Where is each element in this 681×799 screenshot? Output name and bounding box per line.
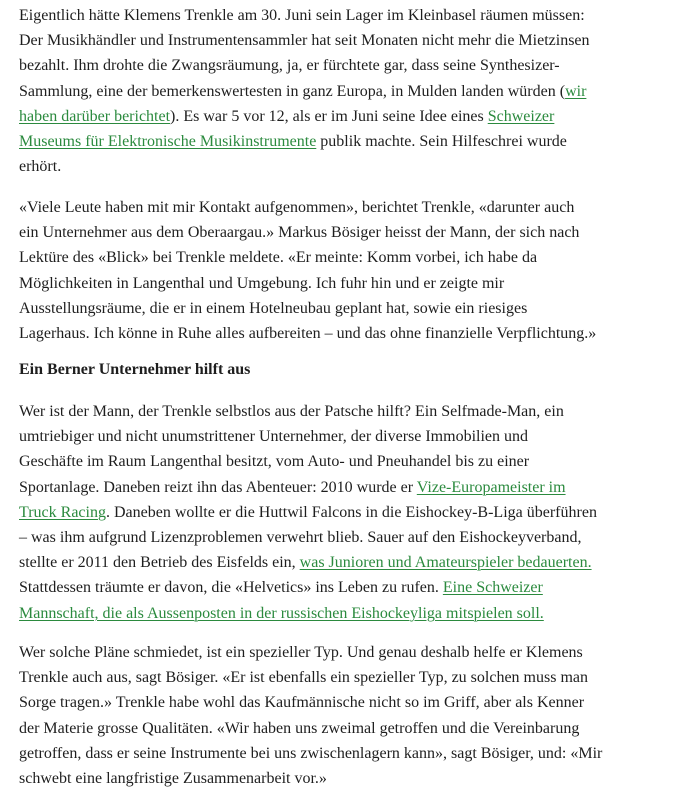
link-wir-haben-darueber-berichtet[interactable]: wir [565,82,587,100]
text-line [19,575,597,600]
text-line [19,601,597,626]
text-line: Eigentlich hätte Klemens Trenkle am 30. Juni sein Lager im Kleinbasel räumen müssen: [19,7,585,24]
paragraph-3 [19,399,597,626]
link-schweizer-museum[interactable]: Schweizer [487,107,555,125]
text-line [19,550,597,575]
section-heading: Ein Berner Unternehmer hilft aus [19,361,251,378]
text-segment: Stattdessen träumte er davon, die «Helvetics» ins Leben zu rufen. [19,579,443,597]
link-junioren-amateurspieler[interactable]: was Junioren und Amateurspieler bedauerten. [299,554,592,572]
text-line: bezahlt. Ihm drohte die Zwangsräumung, ja, er fürchtete gar, dass seine Synthesizer- [19,57,560,75]
text-line: ein Unternehmer aus dem Oberaargau.» Markus Bösiger heisst der Mann, der sich nach [19,224,580,242]
text-line: umtriebiger und nicht unumstrittener Unternehmer, der diverse Immobilien und [19,428,528,446]
text-line: Ausstellungsräume, die er in einem Hotelneubau geplant hat, sowie ein riesiges [19,299,528,317]
paragraph-2 [19,195,596,346]
text-segment: publik machte. Sein Hilfeschrei wurde [316,133,567,151]
link-vize-europameister[interactable]: Vize-Europameister im [416,478,566,496]
text-line: Möglichkeiten in Langenthal und Umgebung. Ich fuhr hin und er zeigte mir [19,274,505,292]
text-segment: stellte er 2011 den Betrieb des Eisfelds ein, [19,554,300,572]
text-line: Der Musikhändler und Instrumentensammler hat seit Monaten nicht mehr die Mietzinsen [19,32,590,50]
paragraph-1 [19,3,590,179]
text-line: schwebt eine langfristige Zusammenarbeit vor.» [19,770,327,788]
text-line: – was ihm aufgrund Lizenzproblemen verwehrt blieb. Sauer auf den Eishockeyverband, [19,529,582,547]
link-schweizer-museum-cont[interactable]: Museums für Elektronische Musikinstrumente [19,133,317,151]
text-segment: ). Es war 5 vor 12, als er im Juni seine Idee eines [170,107,488,125]
text-line: Wer ist der Mann, der Trenkle selbstlos aus der Patsche hilft? Ein Selfmade-Man, ein [19,403,564,420]
text-line [19,475,597,500]
text-line [19,129,590,154]
text-line: Sorge tragen.» Trenkle habe wohl das Kaufmännische nicht so im Griff, aber als Kenner [19,694,585,712]
text-segment: Sammlung, eine der bemerkenswertesten in ganz Europa, in Mulden landen würden ( [19,82,566,100]
text-line: Trenkle auch aus, sagt Bösiger. «Er ist ebenfalls ein spezieller Typ, zu solchen muss man [19,669,588,687]
text-line: getroffen, dass er seine Instrumente bei uns zwischenlagern kann», sagt Bösiger, und: «Mir [19,744,603,762]
link-schweizer-mannschaft-cont[interactable]: Mannschaft, die als Aussenposten in der russischen Eishockeyliga mitspielen soll. [19,604,544,622]
text-line [19,500,597,525]
link-schweizer-mannschaft[interactable]: Eine Schweizer [442,579,543,597]
text-line: Geschäfte im Raum Langenthal besitzt, vom Auto- und Pneuhandel bis zu einer [19,453,530,471]
link-vize-europameister-cont[interactable]: Truck Racing [19,503,106,521]
text-segment: Sportanlage. Daneben reizt ihn das Abenteuer: 2010 wurde er [19,478,417,496]
text-line: Lektüre des «Blick» bei Trenkle meldete. «Er meinte: Komm vorbei, ich habe da [19,249,538,267]
text-segment: . Daneben wollte er die Huttwil Falcons in die Eishockey-B-Liga überführen [105,503,597,521]
text-line: erhört. [19,158,62,176]
text-line: «Viele Leute haben mit mir Kontakt aufgenommen», berichtet Trenkle, «darunter auch [19,199,575,216]
text-line [19,104,590,129]
text-line [19,79,590,104]
text-line: der Materie grosse Qualitäten. «Wir haben uns zweimal getroffen und die Vereinbarung [19,719,580,737]
paragraph-4 [19,640,602,791]
text-line: Wer solche Pläne schmiedet, ist ein spezieller Typ. Und genau deshalb helfe er Klemens [19,644,583,661]
text-line: Lagerhaus. Ich könne in Ruhe alles aufbereiten – und das ohne finanzielle Verpflichtung.» [19,325,597,343]
link-wir-haben-darueber-berichtet-cont[interactable]: haben darüber berichtet [19,107,171,125]
